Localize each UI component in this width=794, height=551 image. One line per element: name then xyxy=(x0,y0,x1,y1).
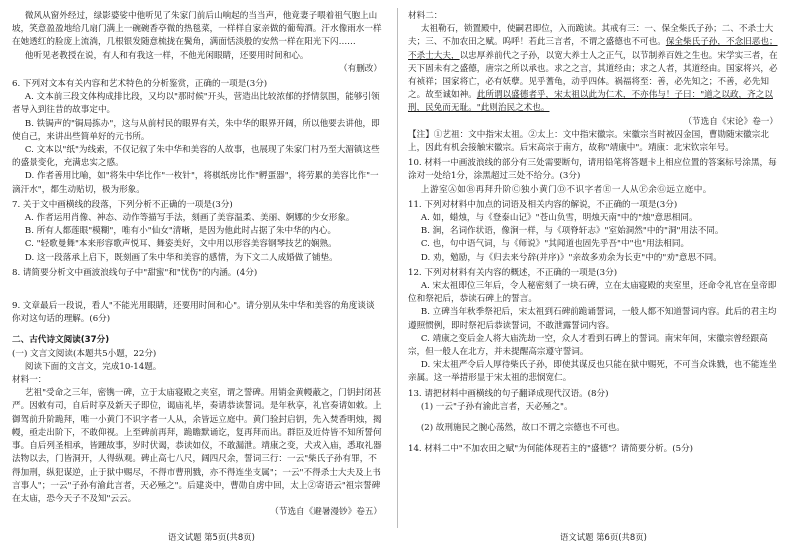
material-2-underlined-sentence: 此所谓以盛德者乎，宋太祖以此为仁术，不亦伟与！子曰："道之以政，齐之以刑，民免而无耻。"此则治民之术也。 xyxy=(408,90,773,114)
material-2-label: 材料二： xyxy=(408,11,443,21)
question-9: 9. 文章最后一段说，看人"不能光用眼睛，还要用时间和心"。请分别从朱中华和美容的角度谈谈你对这句话的理解。(6分) xyxy=(12,301,375,325)
question-6-stem: 6. 下列对文本有关内容和艺术特色的分析鉴赏，正确的一项是(3分) xyxy=(12,79,268,90)
question-12-option-d: D. 宋太祖严令后人厚待柴氏子孙，即使其谋反也只能在狱中赐死，不可当众诛戮，也不能连坐亲属。这一举措形显于宋太祖的悲悯宽仁。 xyxy=(408,360,777,384)
question-12-stem: 12. 下列对材料有关内容的概述，不正确的一项是(3分) xyxy=(408,267,618,278)
question-11-option-a: A. 如，蜡烛，与《登泰山记》"苍山负雪，明烛天南"中的"烛"意思相同。 xyxy=(420,213,698,224)
question-13: 13. 请把材料中画横线的句子翻译成现代汉语。(8分) xyxy=(408,388,609,399)
answer-space xyxy=(408,414,778,422)
question-7-option-a: A. 作者运用肖像、神态、动作等描写手法，刻画了美容温柔、美丽、婀娜的少女形象。 xyxy=(24,213,355,224)
story-source: （有删改） xyxy=(339,63,382,74)
question-12-option-c: C. 靖康之变后金人将大庙洗劫一空，众人才看到石碑上的誓词。南宋年间，宋徽宗曾经跟高宗，但一般人在北方，并未提醒高宗遵守誓词。 xyxy=(408,333,768,358)
question-6-option-c: C. 文本以"纸"为线索，不仅记叙了朱中华和美容的人故事，也展现了朱家门村乃至大湄镇这些的盛景变化，充满忠实之感。 xyxy=(12,145,380,169)
question-6-option-a: A. 文本前三段文体构成排比段，又均以"那时候"开头，营造出比较浓郁的抒情氛围，能够引领者导入到往昔的故事定中。 xyxy=(12,92,380,116)
column-divider xyxy=(397,8,398,528)
question-6-option-b: B. 铁锔声的"锔局拣办"，这与从前村民的眼界有关，朱中华的眼界开阔，所以他要去讲他，即使自己，来讲出些简单好的元书所。 xyxy=(12,118,380,142)
annotation-notes: 【注】①艺祖：文中指宋太祖。②太上：文中指宋徽宗。宋徽宗当时被囚金国，曹勋随宋徽宗北上，因此有机会接触宋徽宗。后宋高宗于南方，故称"靖康中"。靖康：北宋钦宗年号。 xyxy=(408,129,769,154)
question-11-option-b: B. 涧，名词作状语，像涧一样，与《项脊轩志》"室始洞然"中的"洞"用法不同。 xyxy=(420,226,724,237)
question-8: 8. 请简要分析文中画波浪线句子中"甜蜜"和"忧伤"的内涵。(4分) xyxy=(12,267,258,278)
material-1-label: 材料一： xyxy=(12,375,47,386)
question-13-part-1: (1) 一云"子孙有渝此言者，天必殛之"。 xyxy=(420,401,573,412)
left-column xyxy=(12,10,382,519)
story-paragraph: 他听见老教授在说，有人和有我这一样，不他光闲眼睛，还要用时间和心。 xyxy=(24,50,309,61)
material-1-source: （节选自《避暑漫钞》卷五） xyxy=(270,507,382,518)
question-14: 14. 材料二中"不加农田之赋"为何能体现若主的"盛德"？请简要分析。(5分) xyxy=(408,444,694,455)
question-11-option-c: C. 也，句中语气词，与《师说》"其闻道也固先乎吾"中"也"用法相同。 xyxy=(420,239,690,250)
material-1-text: 艺祖"受命之三年，密镌一碑，立于太庙寝殿之夹室，谓之誓碑。用销金黄幔蔽之，门钥封闭甚严。因敕有司，自后时享及新天子即位，谒庙礼毕，奏请恭读誓词。是年秋享，礼官奏请如敕。上御驾前升阶跪拜，唯一小黄门不识字者一人从，余皆远立庭中。黄门验封启钥，先入焚香明烛，揭幔，亟走出阶下，不敢仰视。上至碑前再拜，跪瞻默诵讫，复再拜而出。群臣及近侍皆不知所誓何事。自后列圣相承，皆踵故事，岁时伏谒，恭读如仪，不敢漏泄。靖康之变，犬戎入庙，悉取礼器法物以去，门皆洞开，人得纵观。碑止高七八尺，阔四尺余，誓词三行：一云"柴氏子孙有罪，不得加刑，纵犯谋逆，止于狱中赐尽，不得市曹刑戮，亦不得连坐支属"；一云"不得杀士大夫及上书言事人"；一云"子孙有渝此言者，天必殛之"。后建炎中，曹勋自虏中回，太上②寄语云"祖宗誓碑在太庙，恐今天子不及知"云云。 xyxy=(12,388,382,504)
question-7-stem: 7. 关于文中画横线的段落，下列分析不正确的一项是(3分) xyxy=(12,199,233,210)
reading-instruction: 阅读下面的文言文，完成10-14题。 xyxy=(24,361,162,372)
section-heading: 二、古代诗文阅读(37分) xyxy=(12,335,110,346)
question-11-stem: 11. 下列对材料中加点的词语及相关内容的解说，不正确的一项是(3分) xyxy=(408,199,678,210)
question-10-sentence: 上游室Ⓐ如Ⓑ再拜升阶Ⓒ独小黄门Ⓓ不识字者Ⓔ一人从Ⓕ余Ⓖ远立庭中。 xyxy=(420,184,712,195)
right-column xyxy=(408,10,778,457)
question-7-option-d: D. 这一段落承上启下，既刻画了朱中华和美容的感情，为下文二人成婚做了铺垫。 xyxy=(24,252,338,263)
question-7-option-b: B. 所有人都莲眼"模糊"，唯有小"仙女"清晰，是因为他此时占据了朱中华的内心。 xyxy=(24,226,337,237)
page-footer-left: 语文试题 第5页(共8页) xyxy=(168,532,255,542)
answer-space xyxy=(12,280,382,300)
question-10: 10. 材料一中画波浪线的部分有三处需要断句，请用铅笔将答题卡上相应位置的答案标号涂黑，每涂对一处给1分，涂黑超过三处不给分。(3分) xyxy=(408,158,777,182)
question-11-option-d: D. 劝，勉励，与《归去来兮辞(并序)》"亲故多劝余为长吏"中的"劝"意思不同。 xyxy=(420,252,722,263)
subsection-heading: (一) 文言文阅读(本题共5小题，22分) xyxy=(12,348,157,359)
material-2-source: （节选自《宋论》卷一） xyxy=(683,116,778,127)
question-12-option-b: B. 立碑当年秋季祭祀后，宋太祖到石碑前跪诵誓词，一般人都不知道誓词内容。此后的君主均遵照惯例，即时祭祀后恭读誓词，不敢泄露誓词内容。 xyxy=(408,307,777,331)
material-2-text: 太祖勒石，锁置殿中，使嗣君即位，入而跪读。其戒有三：一、保全柴氏子孙；二、不杀士大夫；三、不加农田之赋。呜呼！若此三言者，不谓之盛德也不可也。保全柴氏子孙，不念旧恶也；不杀士大夫，以忠厚养前代之子孙，以宽大养士人之正气，以节制养百姓之生也。宋学实三者，在天下固未有之盛德，唐宗之所以承也。求之之言，其道经由；求之人者，其道经由。国家将兴，必有祯祥；国家将亡，必有妖孽。见乎蓍龟，动乎四体。祸福将至：善，必先知之；不善，必先知之。故至诚如神。此所谓以盛德者乎，宋太祖以此为仁术，不亦伟与！子曰："道之以政，齐之以刑，民免而无耻。"此则治民之术也。 xyxy=(408,24,778,114)
answer-space xyxy=(12,326,382,334)
answer-space xyxy=(408,435,778,443)
question-13-part-2: (2) 故刑施民之腕心荡然，故口不谓之宗德也不可也。 xyxy=(420,423,625,434)
question-6-option-d: D. 作者善用比喻，如"将朱中华比作"一枚针"，将棋纸房比作"孵蛋器"，将劳累的美容比作"一滴汗水"，都生动贴切，极为形象。 xyxy=(12,171,379,195)
question-12-option-a: A. 宋太祖即位三年后，令人秘密刻了一块石碑，立在太庙寝殿的夹室里，还命令礼官在皇帝即位和祭祀后，恭读石碑上的誓言。 xyxy=(408,281,777,305)
question-7-option-c: C. "轻歌曼舞"本来形容歌声悦耳、舞姿美好，文中用以形容美容钢琴技艺的娴熟。 xyxy=(24,239,337,250)
material-2-wavy-quote: 保全柴氏子孙，不念旧恶也；不杀士大夫， xyxy=(408,37,778,61)
story-paragraph: 微风从窗外经过，绿影婆娑中他听见了朱家门前后山响起的当当声，他竟妻子喂着祖气胞上山坡，笑意盈盈地给几扇门满上一碗碗香亭微的热毯菜，一样样自家亲做的葡萄酒。汗水像雨水一样在她透红的脸庞上流淌，几根银发随意梳拢在鬓角，满面恬淡般的安然一样在阳光下闪…… xyxy=(12,11,382,48)
page-footer-right: 语文试题 第6页(共8页) xyxy=(560,532,647,542)
